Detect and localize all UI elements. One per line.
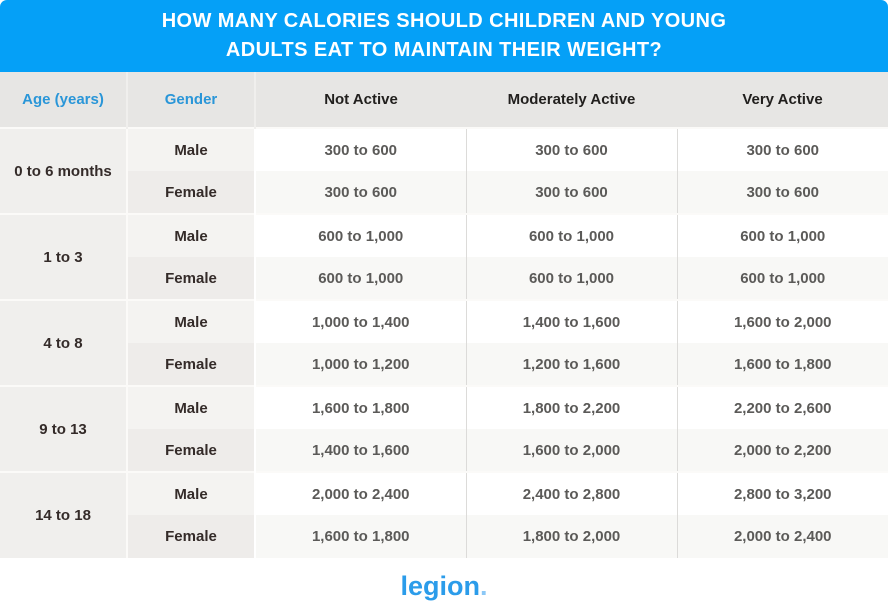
calorie-range-cell: 1,600 to 1,800 xyxy=(255,515,466,558)
column-header-gender: Gender xyxy=(127,72,255,128)
age-group-label: 1 to 3 xyxy=(0,214,127,300)
footer xyxy=(0,558,888,615)
calorie-range-cell: 2,000 to 2,200 xyxy=(677,429,888,472)
table-row xyxy=(0,343,888,386)
calorie-range-cell: 300 to 600 xyxy=(255,128,466,171)
calorie-range-cell: 600 to 1,000 xyxy=(255,214,466,257)
calorie-range-cell: 1,600 to 1,800 xyxy=(677,343,888,386)
column-header-very-active: Very Active xyxy=(677,72,888,128)
table-row xyxy=(0,386,888,429)
gender-label: Female xyxy=(127,171,255,214)
table-row xyxy=(0,515,888,558)
table-row xyxy=(0,300,888,343)
gender-label: Female xyxy=(127,515,255,558)
legion-logo-text: legion xyxy=(400,571,480,601)
calorie-range-cell: 1,000 to 1,400 xyxy=(255,300,466,343)
calorie-range-cell: 300 to 600 xyxy=(466,171,677,214)
legion-logo xyxy=(400,571,487,602)
calorie-range-cell: 300 to 600 xyxy=(466,128,677,171)
title-banner xyxy=(0,0,888,72)
calorie-range-cell: 2,800 to 3,200 xyxy=(677,472,888,515)
calorie-range-cell: 1,600 to 1,800 xyxy=(255,386,466,429)
table-header-row xyxy=(0,72,888,128)
gender-label: Male xyxy=(127,128,255,171)
calorie-range-cell: 600 to 1,000 xyxy=(677,257,888,300)
calorie-range-cell: 2,000 to 2,400 xyxy=(255,472,466,515)
calorie-range-cell: 300 to 600 xyxy=(677,171,888,214)
gender-label: Male xyxy=(127,472,255,515)
calorie-range-cell: 1,400 to 1,600 xyxy=(255,429,466,472)
calorie-table xyxy=(0,72,888,558)
calorie-range-cell: 600 to 1,000 xyxy=(677,214,888,257)
table-row xyxy=(0,171,888,214)
page-title-line2: ADULTS EAT TO MAINTAIN THEIR WEIGHT? xyxy=(225,39,663,61)
calorie-range-cell: 2,400 to 2,800 xyxy=(466,472,677,515)
gender-label: Female xyxy=(127,343,255,386)
calorie-range-cell: 1,400 to 1,600 xyxy=(466,300,677,343)
calorie-range-cell: 300 to 600 xyxy=(677,128,888,171)
calorie-range-cell: 300 to 600 xyxy=(255,171,466,214)
page-title xyxy=(162,7,727,65)
gender-label: Male xyxy=(127,214,255,257)
calorie-range-cell: 1,600 to 2,000 xyxy=(466,429,677,472)
calorie-range-cell: 1,600 to 2,000 xyxy=(677,300,888,343)
age-group-label: 0 to 6 months xyxy=(0,128,127,214)
table-row xyxy=(0,472,888,515)
column-header-moderately-active: Moderately Active xyxy=(466,72,677,128)
calorie-range-cell: 1,800 to 2,000 xyxy=(466,515,677,558)
calorie-range-cell: 1,800 to 2,200 xyxy=(466,386,677,429)
gender-label: Male xyxy=(127,386,255,429)
age-group-label: 14 to 18 xyxy=(0,472,127,558)
gender-label: Female xyxy=(127,429,255,472)
column-header-age: Age (years) xyxy=(0,72,127,128)
calorie-range-cell: 600 to 1,000 xyxy=(466,257,677,300)
calorie-range-cell: 600 to 1,000 xyxy=(466,214,677,257)
calorie-range-cell: 600 to 1,000 xyxy=(255,257,466,300)
table-row xyxy=(0,257,888,300)
gender-label: Female xyxy=(127,257,255,300)
calorie-range-cell: 2,000 to 2,400 xyxy=(677,515,888,558)
table-row xyxy=(0,128,888,171)
age-group-label: 4 to 8 xyxy=(0,300,127,386)
calorie-range-cell: 2,200 to 2,600 xyxy=(677,386,888,429)
column-header-not-active: Not Active xyxy=(255,72,466,128)
legion-logo-dot: . xyxy=(479,571,488,601)
calorie-range-cell: 1,000 to 1,200 xyxy=(255,343,466,386)
age-group-label: 9 to 13 xyxy=(0,386,127,472)
calorie-range-cell: 1,200 to 1,600 xyxy=(466,343,677,386)
table-row xyxy=(0,214,888,257)
page-title-line1: HOW MANY CALORIES SHOULD CHILDREN AND YOUNG xyxy=(161,10,727,32)
gender-label: Male xyxy=(127,300,255,343)
table-row xyxy=(0,429,888,472)
